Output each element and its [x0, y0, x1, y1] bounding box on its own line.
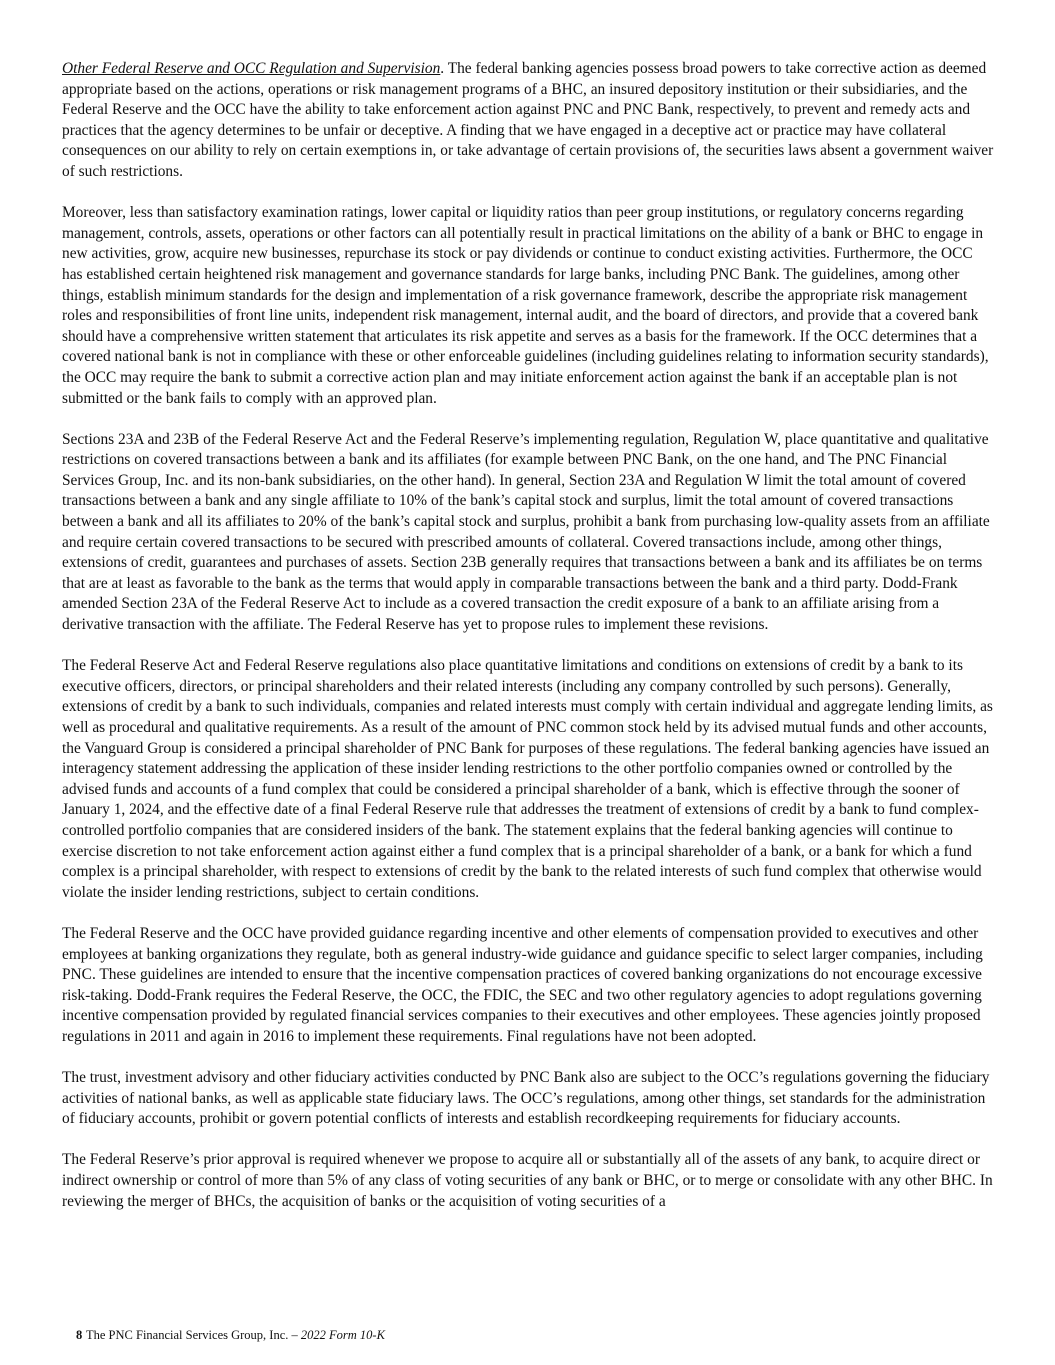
document-body: [62, 59, 994, 1233]
section-heading: Other Federal Reserve and OCC Regulation and Supervision: [62, 60, 441, 77]
paragraph-insider-lending: The Federal Reserve Act and Federal Reserve regulations also place quantitative limitations and conditions on extensions of credit by a bank to its executive officers, directors, or principal shareholders and their related interests (including any company controlled by such persons). Generally, extensions of credit by a bank to such individuals, companies and related interests must comply with certain individual and aggregate lending limits, as well as procedural and qualitative requirements. As a result of the amount of PNC common stock held by its advised mutual funds and other accounts, the Vanguard Group is considered a principal shareholder of PNC Bank for purposes of these regulations. The federal banking agencies have issued an interagency statement addressing the application of these insider lending restrictions to the other portfolio companies owned or controlled by the advised funds and accounts of a fund complex that could be considered a principal shareholder of a bank, which is effective through the sooner of January 1, 2024, and the effective date of a final Federal Reserve rule that addresses the treatment of extensions of credit by a bank to fund complex-controlled portfolio companies that are considered insiders of the bank. The statement explains that the federal banking agencies will continue to exercise discretion to not take enforcement action against either a fund complex that is a principal shareholder of a bank, or a bank for which a fund complex is a principal shareholder, with respect to extensions of credit by the bank to the related interests of such fund complex that otherwise would violate the insider lending restrictions, subject to certain conditions.: [62, 657, 993, 901]
paragraph-fiduciary-activities: The trust, investment advisory and other fiduciary activities conducted by PNC Bank also are subject to the OCC’s regulations governing the fiduciary activities of national banks, as well as applicable state fiduciary laws. The OCC’s regulations, among other things, set standards for the administration of fiduciary accounts, prohibit or govern potential conflicts of interests and establish recordkeeping requirements for fiduciary accounts.: [62, 1069, 990, 1128]
paragraph-other-regulation: [62, 59, 994, 183]
paragraph-incentive-compensation: The Federal Reserve and the OCC have provided guidance regarding incentive and other elements of compensation provided to executives and other employees at banking organizations they regulate, both as general industry-wide guidance and guidance specific to select larger companies, including PNC. These guidelines are intended to ensure that the incentive compensation practices of covered banking organizations do not encourage excessive risk-taking. Dodd-Frank requires the Federal Reserve, the OCC, the FDIC, the SEC and two other regulatory agencies to adopt regulations governing incentive compensation provided by regulated financial services companies to their executives and other employees. These agencies jointly proposed regulations in 2011 and again in 2016 to implement these requirements. Final regulations have not been adopted.: [62, 924, 983, 1045]
paragraph-sections-23a-23b: Sections 23A and 23B of the Federal Reserve Act and the Federal Reserve’s implementing regulation, Regulation W, place quantitative and qualitative restrictions on covered transactions between a bank and its affiliates (for example between PNC Bank, on the one hand, and The PNC Financial Services Group, Inc. and its non-bank subsidiaries, on the other hand). In general, Section 23A and Regulation W limit the total amount of covered transactions between a bank and any single affiliate to 10% of the bank’s capital stock and surplus, limit the total amount of covered transactions between a bank and all its affiliates to 20% of the bank’s capital stock and surplus, prohibit a bank from purchasing low-quality assets from an affiliate and require certain covered transactions to be secured with prescribed amounts of collateral. Covered transactions include, among other things, extensions of credit, guarantees and purchases of assets. Section 23B generally requires that transactions between a bank and its affiliates be on terms that are at least as favorable to the bank as the terms that would apply in comparable transactions between the bank and a third party. Dodd-Frank amended Section 23A of the Federal Reserve Act to include as a covered transaction the credit exposure of a bank to an affiliate arising from a derivative transaction with the affiliate. The Federal Reserve has yet to propose rules to implement these revisions.: [62, 430, 990, 634]
footer-form: 2022 Form 10-K: [300, 1328, 385, 1342]
page-footer: [76, 1327, 385, 1343]
footer-company: The PNC Financial Services Group, Inc. –: [86, 1328, 301, 1342]
paragraph-examination-ratings: Moreover, less than satisfactory examination ratings, lower capital or liquidity ratios than peer group institutions, or regulatory concerns regarding management, controls, assets, operations or other factors can all potentially result in practical limitations on the ability of a bank or BHC to engage in new activities, grow, acquire new businesses, repurchase its stock or pay dividends or continue to conduct existing activities. Furthermore, the OCC has established certain heightened risk management and governance standards for large banks, including PNC Bank. The guidelines, among other things, establish minimum standards for the design and implementation of a risk governance framework, describe the appropriate risk management roles and responsibilities of front line units, independent risk management, internal audit, and the board of directors, and provide that a covered bank should have a comprehensive written statement that articulates its risk appetite and serves as a basis for the framework. If the OCC determines that a covered national bank is not in compliance with these or other enforceable guidelines (including guidelines relating to information security standards), the OCC may require the bank to submit a corrective action plan and may initiate enforcement action against the bank if an acceptable plan is not submitted or the bank fails to comply with an approved plan.: [62, 204, 989, 407]
paragraph-text: . The federal banking agencies possess broad powers to take corrective action as deemed appropriate based on the actions, operations or risk management programs of a BHC, an insured depository institution or their subsidiaries, and the Federal Reserve and the OCC have the ability to take enforcement action against PNC and PNC Bank, respectively, to prevent and remedy acts and practices that the agency determines to be unfair or deceptive. A finding that we have engaged in a deceptive act or practice may have collateral consequences on our ability to rely on certain exemptions in, or take advantage of certain provisions of, the securities laws absent a government waiver of such restrictions.: [62, 60, 994, 180]
page-number: 8: [76, 1328, 83, 1342]
paragraph-prior-approval: The Federal Reserve’s prior approval is required whenever we propose to acquire all or substantially all of the assets of any bank, to acquire direct or indirect ownership or control of more than 5% of any class of voting securities of any bank or BHC, or to merge or consolidate with any other BHC. In reviewing the merger of BHCs, the acquisition of banks or the acquisition of voting securities of a: [62, 1151, 993, 1210]
